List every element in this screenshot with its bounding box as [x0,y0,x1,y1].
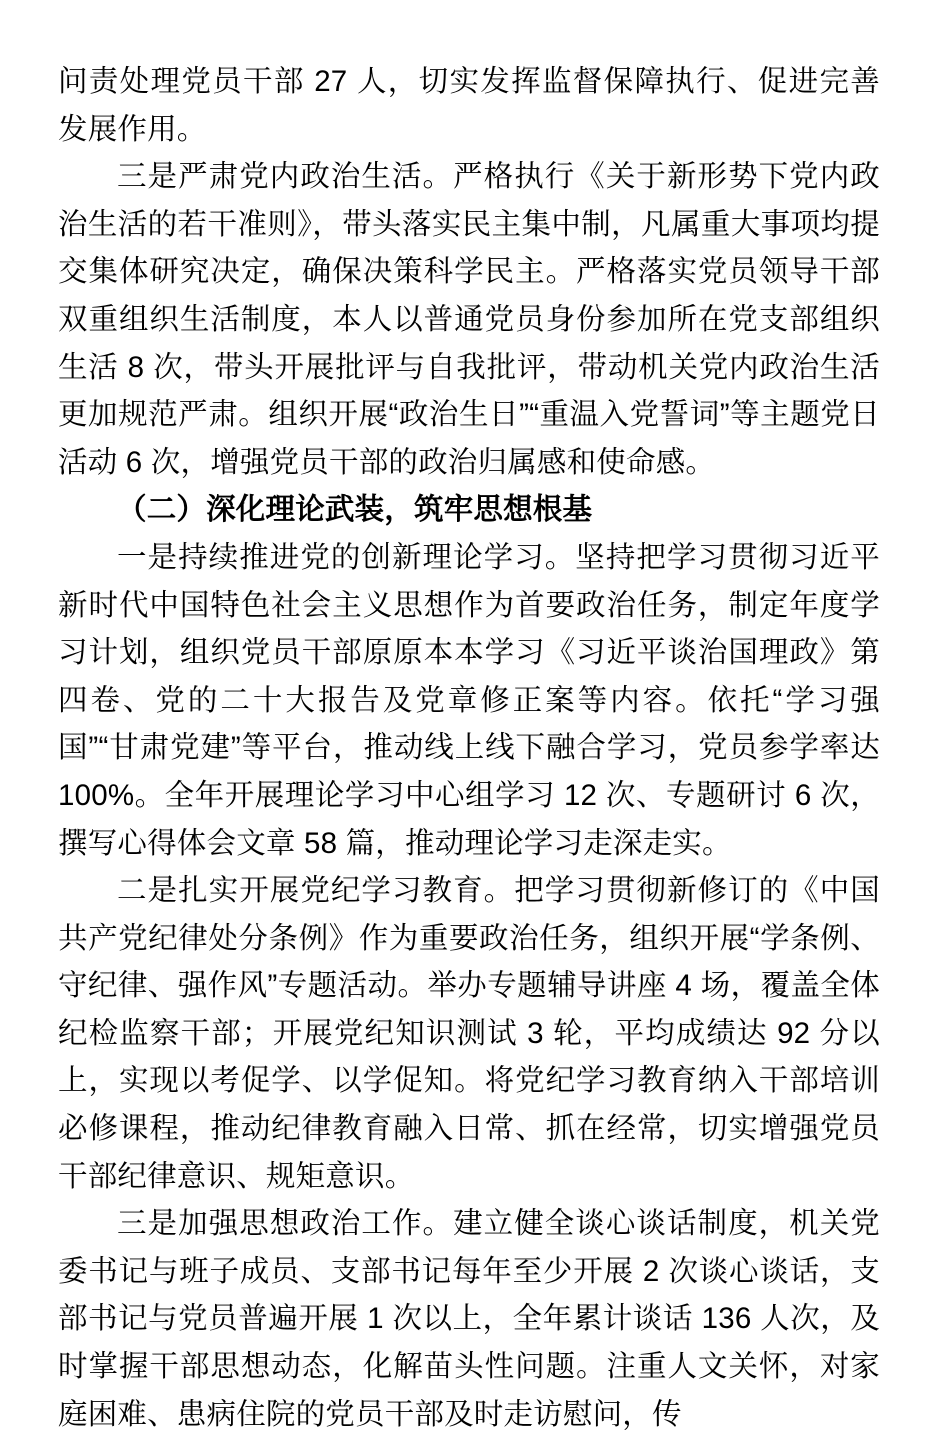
paragraph-continued-top: 问责处理党员干部 27 人，切实发挥监督保障执行、促进完善发展作用。 [58,65,880,146]
paragraph-party-discipline-education: 二是扎实开展党纪学习教育。把学习贯彻新修订的《中国共产党纪律处分条例》作为重要政治任务，组织开展“学条例、守纪律、强作风”专题活动。举办专题辅导讲座 4 场，覆盖全体纪检监察干部；开展党纪知识测试 3 轮，平均成绩达 92 分以上，实现以考促学、以学促知。将党纪学习教育纳入干部培训必修课程，推动纪律教育融入日常、抓在经常，切实增强党员干部纪律意识、规矩意识。 [58,874,880,1193]
document-body [58,58,889,1438]
paragraph-strict-inner-party-political-life: 三是严肃党内政治生活。严格执行《关于新形势下党内政治生活的若干准则》，带头落实民主集中制，凡属重大事项均提交集体研究决定，确保决策科学民主。严格落实党员领导干部双重组织生活制度，本人以普通党员身份参加所在党支部组织生活 8 次，带头开展批评与自我批评，带动机关党内政治生活更加规范严肃。组织开展“政治生日”“重温入党誓词”等主题党日活动 6 次，增强党员干部的政治归属感和使命感。 [58,160,880,479]
paragraph-innovative-theory-study: 一是持续推进党的创新理论学习。坚持把学习贯彻习近平新时代中国特色社会主义思想作为首要政治任务，制定年度学习计划，组织党员干部原原本本学习《习近平谈治国理政》第四卷、党的二十大报告及党章修正案等内容。依托“学习强国”“甘肃党建”等平台，推动线上线下融合学习，党员参学率达 100%。全年开展理论学习中心组学习 12 次、专题研讨 6 次，撰写心得体会文章 58 篇，推动理论学习走深走实。 [58,540,889,860]
section-heading-two: （二）深化理论武装，筑牢思想根基 [117,493,593,527]
paragraph-ideological-political-work: 三是加强思想政治工作。建立健全谈心谈话制度，机关党委书记与班子成员、支部书记每年至少开展 2 次谈心谈话，支部书记与党员普遍开展 1 次以上，全年累计谈话 136 人次，及时掌握干部思想动态，化解苗头性问题。注重人文关怀，对家庭困难、患病住院的党员干部及时走访慰问，传 [58,1207,880,1431]
